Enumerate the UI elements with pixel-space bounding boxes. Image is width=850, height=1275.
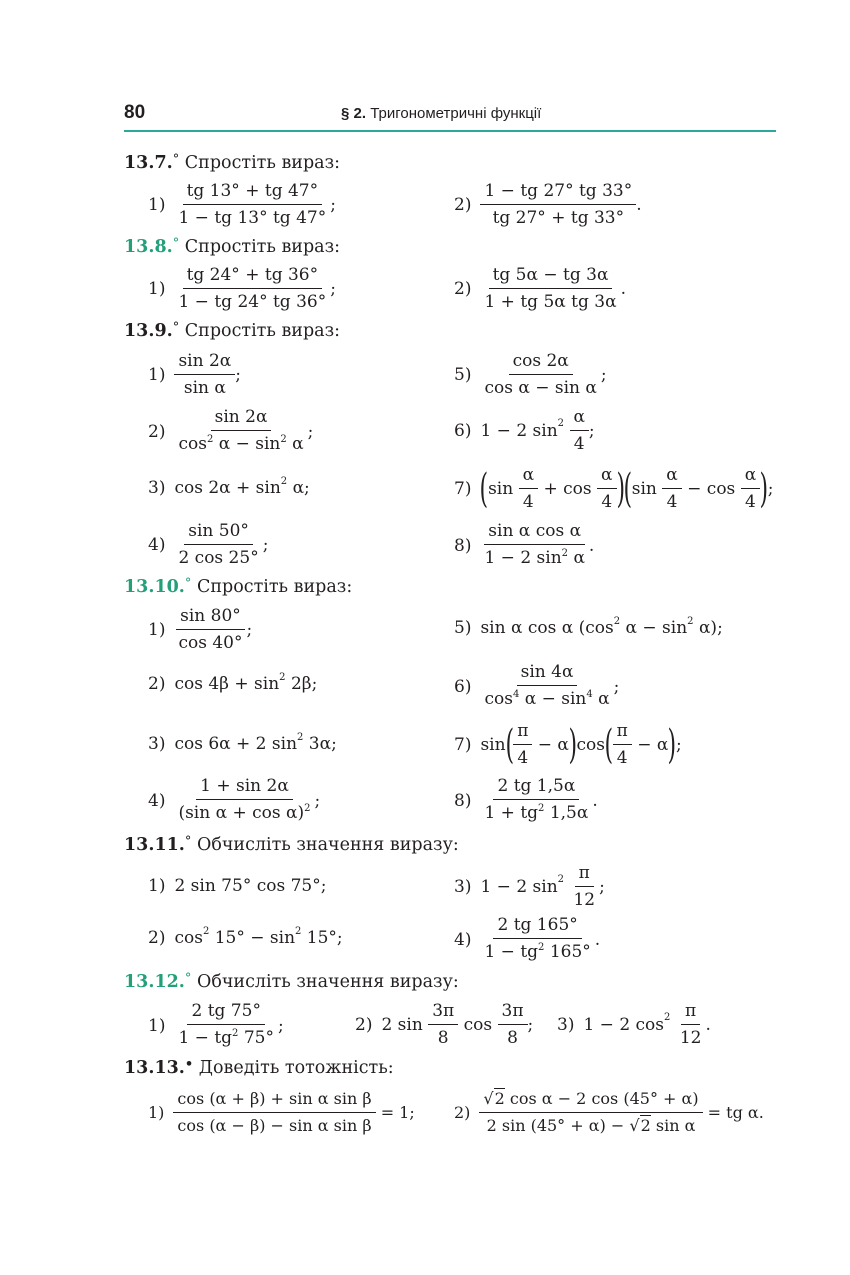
item-13-10-6: 6) $\frac{\sin 4\alpha}{\cos^4 \alpha - \sin^4 \alpha}$ ; xyxy=(454,662,620,709)
item-13-10-7: 7) sin ( $\frac{\pi}{4}$ − α ) cos ( $\frac{\pi}{4}$ − α ) ; xyxy=(454,721,682,768)
item-13-10-4: 4) $\frac{1 + \sin 2\alpha}{(\sin \alpha + \cos \alpha)^2}$ ; xyxy=(148,776,321,823)
item-13-10-5: 5) sin α cos α (cos 2 α − sin 2 α); xyxy=(454,615,723,638)
exercise-13-13: 13.13.• Доведіть тотожність: xyxy=(124,1057,394,1078)
item-13-9-3: 3) cos 2α + sin 2 α; xyxy=(148,475,310,498)
item-13-10-3: 3) cos 6α + 2 sin 2 3α; xyxy=(148,731,337,754)
item-13-11-1: 1) 2 sin 75° cos 75°; xyxy=(148,876,327,896)
item-13-8-2: 2) $\frac{tg 5\alpha - tg 3\alpha}{\text{1 + tg 5α tg 3α}}$ . xyxy=(454,265,626,312)
item-13-9-8: 8) $\frac{\text{sin α cos α}}{1 - 2 \sin^2 \alpha}$ . xyxy=(454,521,595,568)
exercise-13-8: 13.8.° Спростіть вираз: xyxy=(124,236,341,257)
item-13-11-4: 4) $\frac{2 tg 165^\circ}{1 - tg^2 165^\circ}$ . xyxy=(454,915,601,962)
item-13-7-1: 1) $\frac{tg 13^\circ + tg 47^\circ}{1 - tg 13^\circ tg 47^\circ}$ ; xyxy=(148,181,336,228)
item-13-12-2: 2) 2 sin $\frac{3\pi}{8}$ cos $\frac{3\pi}{8}$ ; xyxy=(355,1001,534,1048)
item-13-9-7: 7) ( sin $\frac{\alpha}{4}$ + cos $\frac{\alpha}{4}$ ) ( sin $\frac{\alpha}{4}$ − cos $\frac{\alpha}{4}$ ) ; xyxy=(454,465,774,512)
item-13-8-1: 1) $\frac{tg 24^\circ + tg 36^\circ}{1 - tg 24^\circ tg 36^\circ}$ ; xyxy=(148,265,336,312)
item-13-9-4: 4) $\frac{\sin 50^\circ}{2 \cos 25^\circ}$ ; xyxy=(148,521,269,568)
item-13-13-2: 2) $\frac{\text{√2 cos α − 2 cos (45° + α)}}{\text{2 sin (45° + α) − √2 sin α}}$ = tg α. xyxy=(454,1089,764,1135)
running-header xyxy=(124,100,776,132)
item-13-12-1: 1) $\frac{2 tg 75^\circ}{1 - tg^2 75^\circ}$ ; xyxy=(148,1001,284,1048)
exercise-13-12: 13.12.° Обчисліть значення виразу: xyxy=(124,971,459,992)
exercise-13-10: 13.10.° Спростіть вираз: xyxy=(124,576,353,597)
item-13-10-8: 8) $\frac{2 tg 1,5\alpha}{1 + tg^2 1,5\alpha}$ . xyxy=(454,776,598,823)
item-13-9-1: 1) $\frac{\sin 2\alpha}{\text{sin α}}$ ; xyxy=(148,351,241,398)
item-13-9-6: 6) 1 − 2 sin 2 $\frac{\alpha}{4}$ ; xyxy=(454,407,595,454)
exercise-13-11: 13.11.° Обчисліть значення виразу: xyxy=(124,834,459,855)
exercise-13-7: 13.7.° Спростіть вираз: xyxy=(124,152,341,173)
item-13-7-2: 2) $\frac{1 - tg 27^\circ tg 33^\circ}{tg 27^\circ + tg 33^\circ}$ . xyxy=(454,181,642,228)
section-title: § 2. Тригонометричні функції xyxy=(341,105,542,122)
item-13-11-3: 3) 1 − 2 sin 2 $\frac{\pi}{12}$ ; xyxy=(454,863,605,910)
item-13-11-2: 2) cos 2 15° − sin 2 15°; xyxy=(148,925,343,948)
item-13-10-2: 2) cos 4β + sin 2 2β; xyxy=(148,671,318,694)
page-number: 80 xyxy=(124,102,146,123)
exercise-13-9: 13.9.° Спростіть вираз: xyxy=(124,320,341,341)
item-13-13-1: 1) $\frac{\text{cos (α + β) + sin α sin β}}{\text{cos (α − β) − sin α sin β}}$ = 1; xyxy=(148,1089,415,1135)
item-13-10-1: 1) $\frac{\sin 80^\circ}{\cos 40^\circ}$ ; xyxy=(148,606,253,653)
item-13-9-5: 5) $\frac{\cos 2\alpha}{\text{cos α − sin α}}$ ; xyxy=(454,351,607,398)
item-13-9-2: 2) $\frac{\sin 2\alpha}{\cos^2 \alpha - \sin^2 \alpha}$ ; xyxy=(148,407,314,454)
item-13-12-3: 3) 1 − 2 cos 2 $\frac{\pi}{12}$ . xyxy=(557,1001,711,1048)
